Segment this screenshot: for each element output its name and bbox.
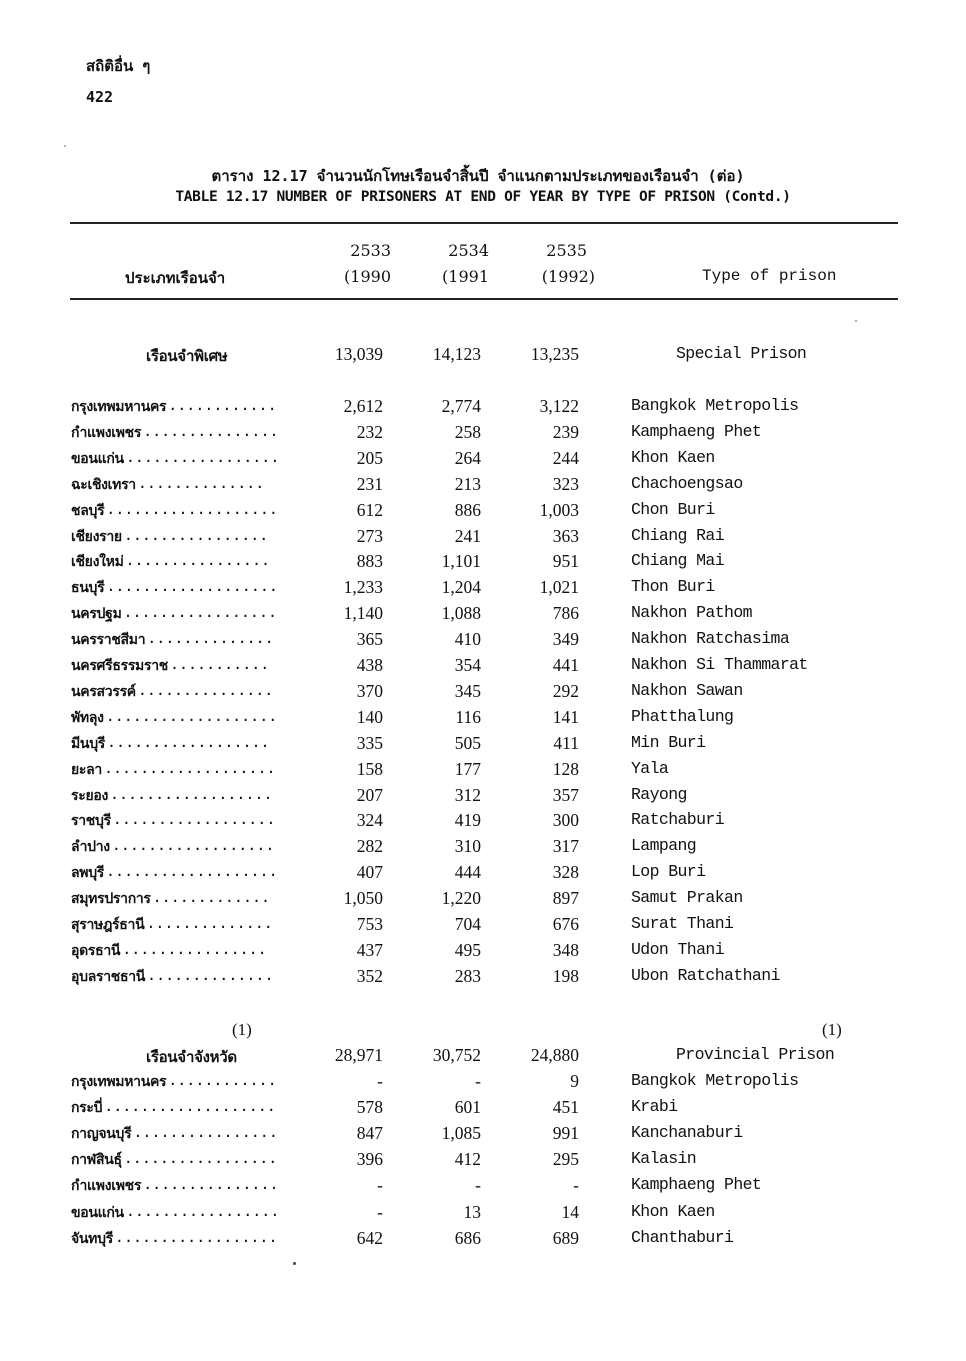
section-header: สถิติอื่น ๆ: [86, 57, 151, 75]
value-1990: 883: [356, 551, 383, 572]
table-row: [0, 914, 966, 940]
value-1990: 352: [356, 965, 383, 986]
value-1990: 1,140: [343, 603, 383, 624]
value-1991: 310: [454, 836, 481, 857]
table-row: [0, 448, 966, 474]
province-name-thai: เชียงราย: [71, 528, 122, 545]
value-1990: 273: [356, 525, 383, 546]
province-name-english: Chiang Mai: [631, 551, 725, 571]
value-1990: 642: [356, 1227, 383, 1248]
value-1992: 295: [552, 1149, 579, 1170]
page-number: 422: [86, 88, 114, 106]
footnote-marker-right: (1): [822, 1020, 842, 1039]
total-1990: 28,971: [334, 1045, 383, 1065]
category-label-thai: เรือนจำพิเศษ: [146, 347, 228, 365]
province-name-english: Samut Prakan: [631, 888, 743, 908]
value-1991: 13: [463, 1201, 481, 1222]
scan-speck: [64, 145, 66, 147]
value-1990: 396: [356, 1149, 383, 1170]
dot-leader: ...................: [104, 1097, 276, 1116]
value-1991: 495: [454, 939, 481, 960]
value-1992: 991: [552, 1123, 579, 1144]
value-1992: 300: [552, 810, 579, 831]
province-name-english: Nakhon Pathom: [631, 603, 752, 623]
province-name-english: Surat Thani: [631, 914, 734, 933]
table-row: [0, 836, 966, 862]
value-1990: -: [377, 1175, 383, 1196]
dot-leader: ............: [168, 1071, 277, 1089]
table-row: [0, 577, 966, 603]
table-row: [0, 1175, 966, 1201]
column-year-2535: 2535: [546, 241, 587, 260]
value-1990: 2,612: [343, 396, 383, 416]
value-1991: 601: [454, 1097, 481, 1118]
value-1992: 1,021: [539, 577, 579, 598]
value-1991: -: [475, 1175, 481, 1196]
province-name-thai: อุบลราชธานี: [71, 968, 146, 985]
dot-leader: .............: [152, 888, 271, 907]
table-row: [0, 759, 966, 785]
province-name-thai: พัทลุง: [71, 709, 104, 726]
province-name-thai: สุราษฎร์ธานี: [71, 917, 145, 933]
province-name-thai: ยะลา: [71, 761, 102, 778]
value-1992: 411: [553, 732, 579, 753]
value-1990: -: [377, 1201, 383, 1222]
dot-leader: ...................: [106, 499, 278, 518]
province-name-english: Kamphaeng Phet: [631, 421, 762, 441]
value-1991: 505: [454, 732, 481, 753]
value-1990: -: [377, 1071, 383, 1091]
column-year-1992: (1992): [541, 267, 595, 286]
value-1991: 264: [454, 447, 481, 468]
value-1990: 282: [356, 836, 383, 857]
value-1990: 1,050: [343, 888, 383, 909]
dot-leader: ..............: [137, 473, 265, 492]
dot-leader: ...............: [137, 680, 274, 699]
value-1991: 410: [454, 629, 481, 650]
province-name-thai: กำแพงเพชร: [71, 1178, 142, 1195]
province-name-english: Chiang Rai: [631, 525, 725, 545]
table-row: [0, 966, 966, 992]
dot-leader: ...................: [103, 758, 276, 777]
value-1991: 1,088: [441, 603, 481, 624]
table-row: [0, 681, 966, 707]
footnote-marker-left: (1): [232, 1020, 252, 1039]
total-1992: 13,235: [530, 344, 579, 364]
top-rule: [70, 222, 898, 224]
value-1990: 847: [356, 1123, 383, 1144]
dot-leader: ...............: [143, 1175, 279, 1194]
province-name-thai: ชลบุรี: [71, 502, 105, 519]
column-header-english: Type of prison: [702, 267, 837, 285]
category-label-english: Special Prison: [676, 344, 807, 363]
table-row: [0, 526, 966, 552]
dot-leader: ..............: [147, 629, 274, 648]
value-1990: 324: [356, 810, 383, 831]
column-year-2533: 2533: [350, 241, 391, 260]
table-row: [0, 629, 966, 655]
value-1990: 438: [356, 655, 383, 675]
category-special-prison: [0, 344, 966, 370]
province-name-english: Thon Buri: [631, 577, 715, 597]
category-label-english: Provincial Prison: [676, 1045, 835, 1064]
table-row: [0, 707, 966, 733]
province-name-english: Lop Buri: [631, 862, 706, 882]
value-1992: 786: [552, 603, 579, 624]
value-1990: 1,233: [343, 577, 383, 598]
value-1991: -: [475, 1071, 481, 1091]
dot-leader: ...................: [105, 706, 278, 725]
dot-leader: ..................: [111, 836, 275, 855]
value-1992: 676: [552, 914, 579, 934]
province-name-thai: เชียงใหม่: [71, 554, 124, 571]
dot-leader: ..............: [146, 914, 273, 932]
value-1990: 335: [356, 732, 383, 753]
value-1992: 363: [552, 525, 579, 546]
province-name-thai: ลพบุรี: [71, 865, 105, 882]
dot-leader: .................: [125, 1201, 280, 1220]
header-rule: [70, 298, 898, 300]
value-1992: 349: [552, 629, 579, 650]
value-1991: 1,220: [441, 888, 481, 909]
value-1992: 244: [552, 447, 579, 468]
value-1992: 141: [552, 706, 579, 727]
province-name-thai: กาฬสินธุ์: [71, 1152, 122, 1169]
table-row: [0, 785, 966, 811]
province-name-thai: กรุงเทพมหานคร: [71, 1074, 167, 1090]
province-name-thai: อุดรธานี: [71, 942, 121, 959]
table-row: [0, 603, 966, 629]
value-1990: 365: [356, 629, 383, 650]
table-row: [0, 422, 966, 448]
total-1991: 30,752: [432, 1045, 481, 1065]
value-1990: 753: [356, 914, 383, 934]
province-name-thai: ขอนแก่น: [71, 450, 124, 467]
value-1991: 258: [454, 421, 481, 442]
value-1992: 292: [552, 680, 579, 701]
province-name-thai: ระยอง: [71, 787, 108, 804]
value-1992: 328: [552, 862, 579, 883]
value-1992: 897: [552, 888, 579, 909]
table-row: [0, 1071, 966, 1097]
category-label-thai: เรือนจำจังหวัด: [146, 1048, 237, 1066]
table-row: [0, 940, 966, 966]
value-1991: 686: [454, 1227, 481, 1248]
total-1991: 14,123: [432, 344, 481, 364]
province-name-english: Nakhon Si Thammarat: [631, 655, 808, 674]
value-1991: 412: [454, 1149, 481, 1170]
province-name-thai: นครสวรรค์: [71, 683, 136, 700]
dot-leader: ..................: [112, 810, 276, 829]
dot-leader: ...................: [106, 577, 278, 596]
value-1992: 1,003: [539, 499, 579, 520]
value-1992: 348: [552, 939, 579, 960]
dot-leader: ............: [168, 396, 277, 414]
value-1992: -: [573, 1175, 579, 1196]
province-name-english: Nakhon Ratchasima: [631, 629, 790, 649]
table-row: [0, 888, 966, 914]
value-1990: 140: [356, 706, 383, 727]
province-name-thai: ธนบุรี: [71, 580, 105, 597]
province-name-thai: กระบี่: [71, 1100, 103, 1117]
value-1991: 241: [454, 525, 481, 546]
province-name-english: Rayong: [631, 784, 687, 804]
scan-speck: [293, 1262, 296, 1265]
value-1991: 419: [454, 810, 481, 831]
value-1990: 232: [356, 421, 383, 442]
province-name-thai: ลำปาง: [71, 839, 110, 856]
province-name-thai: นครศรีธรรมราช: [71, 658, 168, 674]
province-name-thai: มีนบุรี: [71, 735, 106, 752]
value-1991: 704: [454, 914, 481, 934]
value-1991: 116: [455, 706, 481, 727]
value-1990: 205: [356, 447, 383, 468]
province-name-english: Ubon Ratchathani: [631, 965, 780, 985]
table-row: [0, 1202, 966, 1228]
dot-leader: .................: [123, 603, 278, 622]
province-name-english: Lampang: [631, 836, 697, 856]
dot-leader: ...................: [106, 862, 278, 881]
table-row: [0, 810, 966, 836]
table-row: [0, 396, 966, 422]
table-row: [0, 551, 966, 577]
column-year-1991: (1991: [442, 267, 489, 286]
table-title-english: TABLE 12.17 NUMBER OF PRISONERS AT END OF YEAR BY TYPE OF PRISON (Contd.): [175, 189, 791, 205]
column-year-2534: 2534: [448, 241, 489, 260]
dot-leader: ................: [123, 525, 269, 544]
table-row: [0, 500, 966, 526]
value-1990: 231: [356, 473, 383, 494]
table-row: [0, 474, 966, 500]
value-1991: 886: [454, 499, 481, 520]
value-1990: 370: [356, 680, 383, 701]
province-name-english: Chon Buri: [631, 499, 715, 519]
value-1991: 312: [454, 784, 481, 805]
table-row: [0, 733, 966, 759]
column-header-thai: ประเภทเรือนจำ: [125, 269, 226, 287]
total-1990: 13,039: [334, 344, 383, 364]
province-name-thai: กรุงเทพมหานคร: [71, 399, 167, 415]
value-1990: 407: [356, 862, 383, 883]
table-row: [0, 1123, 966, 1149]
dot-leader: ................: [133, 1123, 278, 1142]
value-1990: 612: [356, 499, 383, 520]
province-name-english: Ratchaburi: [631, 810, 725, 830]
value-1992: 14: [561, 1201, 579, 1222]
value-1990: 578: [356, 1097, 383, 1118]
value-1991: 1,101: [441, 551, 481, 572]
value-1990: 207: [356, 784, 383, 805]
province-name-thai: กาญจนบุรี: [71, 1126, 132, 1143]
value-1992: 239: [552, 421, 579, 442]
value-1992: 689: [552, 1227, 579, 1248]
province-name-thai: สมุทรปราการ: [71, 891, 151, 908]
category-provincial-prison: [0, 1045, 966, 1071]
province-name-english: Udon Thani: [631, 939, 725, 959]
value-1992: 951: [552, 551, 579, 572]
value-1992: 128: [552, 758, 579, 779]
table-row: [0, 1149, 966, 1175]
dot-leader: ...........: [169, 655, 270, 673]
table-row: [0, 1097, 966, 1123]
dot-leader: ..................: [114, 1227, 278, 1246]
province-name-english: Min Buri: [631, 732, 706, 752]
province-name-english: Chachoengsao: [631, 473, 743, 493]
province-name-english: Kalasin: [631, 1149, 697, 1169]
value-1992: 323: [552, 473, 579, 494]
value-1991: 283: [454, 965, 481, 986]
table-row: [0, 862, 966, 888]
province-name-thai: ราชบุรี: [71, 813, 111, 830]
province-name-english: Krabi: [631, 1097, 678, 1117]
value-1991: 444: [454, 862, 481, 883]
table-row: [0, 655, 966, 681]
dot-leader: ...............: [143, 421, 279, 440]
value-1992: 441: [552, 655, 579, 675]
province-name-english: Kamphaeng Phet: [631, 1175, 762, 1195]
province-name-english: Kanchanaburi: [631, 1123, 743, 1143]
province-name-english: Chanthaburi: [631, 1227, 734, 1247]
province-name-english: Khon Kaen: [631, 1201, 715, 1221]
province-name-thai: นครราชสีมา: [71, 632, 146, 649]
province-name-thai: ฉะเชิงเทรา: [71, 476, 136, 493]
scan-speck: [855, 320, 857, 322]
dot-leader: ................: [122, 939, 267, 958]
value-1991: 2,774: [441, 396, 481, 416]
value-1991: 345: [454, 680, 481, 701]
value-1991: 1,204: [441, 577, 481, 598]
value-1991: 1,085: [441, 1123, 481, 1144]
province-name-thai: นครปฐม: [71, 606, 122, 623]
value-1992: 451: [552, 1097, 579, 1118]
value-1991: 177: [454, 758, 481, 779]
province-name-english: Bangkok Metropolis: [631, 1071, 799, 1090]
value-1991: 354: [454, 655, 481, 675]
table-row: [0, 1228, 966, 1254]
province-name-english: Phatthalung: [631, 706, 734, 726]
dot-leader: ..............: [147, 965, 274, 984]
dot-leader: .................: [123, 1149, 278, 1168]
value-1992: 317: [552, 836, 579, 857]
value-1992: 357: [552, 784, 579, 805]
value-1992: 198: [552, 965, 579, 986]
value-1990: 437: [356, 939, 383, 960]
value-1992: 9: [570, 1071, 579, 1091]
province-name-english: Khon Kaen: [631, 447, 715, 467]
column-year-1990: (1990: [344, 267, 391, 286]
province-name-english: Nakhon Sawan: [631, 680, 743, 700]
value-1991: 213: [454, 473, 481, 494]
province-name-english: Yala: [631, 758, 669, 778]
dot-leader: ..................: [107, 732, 270, 751]
province-name-english: Bangkok Metropolis: [631, 396, 799, 415]
table-title-thai: ตาราง 12.17 จำนวนนักโทษเรือนจำสิ้นปี จำแนกตามประเภทของเรือนจำ (ต่อ): [211, 167, 745, 185]
dot-leader: ..................: [110, 784, 273, 803]
dot-leader: ................: [125, 551, 271, 570]
total-1992: 24,880: [530, 1045, 579, 1065]
value-1992: 3,122: [539, 396, 579, 416]
value-1990: 158: [356, 758, 383, 779]
province-name-thai: กำแพงเพชร: [71, 424, 142, 441]
province-name-thai: ขอนแก่น: [71, 1204, 124, 1221]
dot-leader: .................: [125, 447, 280, 466]
province-name-thai: จันทบุรี: [71, 1230, 113, 1247]
